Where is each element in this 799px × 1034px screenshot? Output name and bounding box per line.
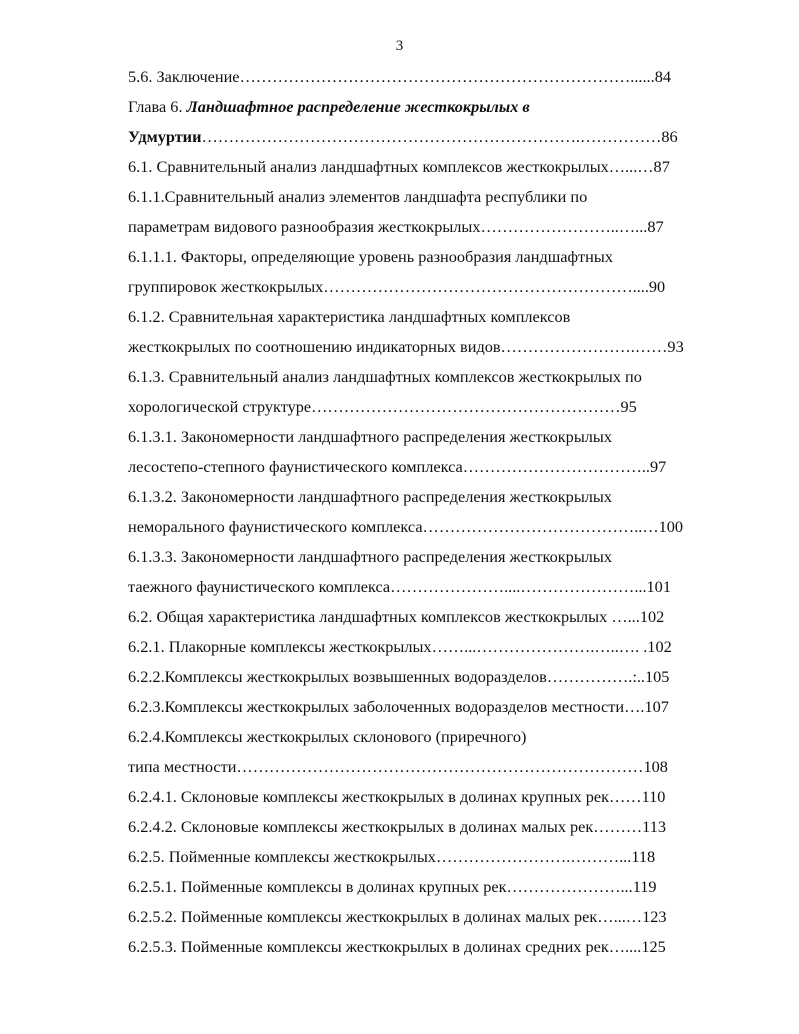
toc-entry-6-1-3-3-cont: таежного фаунистического комплекса…………………....…………………...101 xyxy=(128,577,671,596)
toc-entry-6-2-4-2: 6.2.4.2. Склоновые комплексы жесткокрылых в долинах малых рек………113 xyxy=(128,817,666,836)
toc-entry-chapter-6 xyxy=(128,97,530,117)
chapter-prefix: Глава 6. xyxy=(128,97,187,116)
toc-entry-6-1: 6.1. Сравнительный анализ ландшафтных комплексов жесткокрылых…...…87 xyxy=(128,157,670,176)
toc-entry-6-1-1: 6.1.1.Сравнительный анализ элементов ландшафта республики по xyxy=(128,187,588,206)
toc-entry-6-2-2: 6.2.2.Комплексы жесткокрылых возвышенных водоразделов…………….:..105 xyxy=(128,667,670,686)
toc-entry-6-2-4-1: 6.2.4.1. Склоновые комплексы жесткокрылых в долинах крупных рек……110 xyxy=(128,787,666,806)
toc-entry-6-1-2: 6.1.2. Сравнительная характеристика ландшафтных комплексов xyxy=(128,307,571,326)
toc-entry-6-2-5-2: 6.2.5.2. Пойменные комплексы жесткокрылых в долинах малых рек…...…123 xyxy=(128,907,667,926)
toc-entry-6-1-3-2-cont: неморального фаунистического комплекса…………………………………..…100 xyxy=(128,517,684,536)
toc-entry-6-2-5-1: 6.2.5.1. Пойменные комплексы в долинах крупных рек…………………...119 xyxy=(128,877,657,896)
toc-entry-6-2-5-3: 6.2.5.3. Пойменные комплексы жесткокрылых в долинах средних рек…....125 xyxy=(128,937,666,956)
toc-entry-6-1-3-2: 6.1.3.2. Закономерности ландшафтного распределения жесткокрылых xyxy=(128,487,612,506)
toc-entry-6-2-1: 6.2.1. Плакорные комплексы жесткокрылых……...………………….…..…. .102 xyxy=(128,637,672,656)
toc-entry-6-1-3-cont: хорологической структуре…………………………………………………95 xyxy=(128,397,637,416)
toc-entry-6-1-3-1: 6.1.3.1. Закономерности ландшафтного распределения жесткокрылых xyxy=(128,427,612,446)
toc-entry-6-2-4: 6.2.4.Комплексы жесткокрылых склонового (приречного) xyxy=(128,727,527,746)
toc-entry-6-1-1-1-cont: группировок жесткокрылых…………………………………………………....90 xyxy=(128,277,666,296)
toc-entry-6-2-5: 6.2.5. Пойменные комплексы жесткокрылых…………………….………...118 xyxy=(128,847,656,866)
chapter-leader: …………………………………………………………….……………86 xyxy=(201,127,678,146)
page-number: 3 xyxy=(395,38,404,54)
chapter-title: Ландшафтное распределение жесткокрылых в xyxy=(186,97,530,116)
toc-entry-chapter-6-cont xyxy=(128,127,678,147)
toc-entry-6-2-4-cont: типа местности…………………………………………………………………108 xyxy=(128,757,668,776)
toc-entry-6-1-1-1: 6.1.1.1. Факторы, определяющие уровень разнообразия ландшафтных xyxy=(128,247,613,266)
toc-entry-5-6: 5.6. Заключение………………………………………………………………......84 xyxy=(128,67,671,86)
toc-entry-6-2-3: 6.2.3.Комплексы жесткокрылых заболоченных водоразделов местности….107 xyxy=(128,697,669,716)
toc-entry-6-1-3: 6.1.3. Сравнительный анализ ландшафтных комплексов жесткокрылых по xyxy=(128,367,642,386)
chapter-title-cont: Удмуртии xyxy=(128,127,202,146)
toc-entry-6-1-2-cont: жесткокрылых по соотношению индикаторных видов…………………….……93 xyxy=(128,337,684,356)
toc-entry-6-2: 6.2. Общая характеристика ландшафтных комплексов жесткокрылых …...102 xyxy=(128,607,665,626)
toc-entry-6-1-1-cont: параметрам видового разнообразия жесткокрылых……………………..…...87 xyxy=(128,217,664,236)
toc-entry-6-1-3-1-cont: лесостепо-степного фаунистического комплекса……………………………..97 xyxy=(128,457,667,476)
toc-entry-6-1-3-3: 6.1.3.3. Закономерности ландшафтного распределения жесткокрылых xyxy=(128,547,612,566)
